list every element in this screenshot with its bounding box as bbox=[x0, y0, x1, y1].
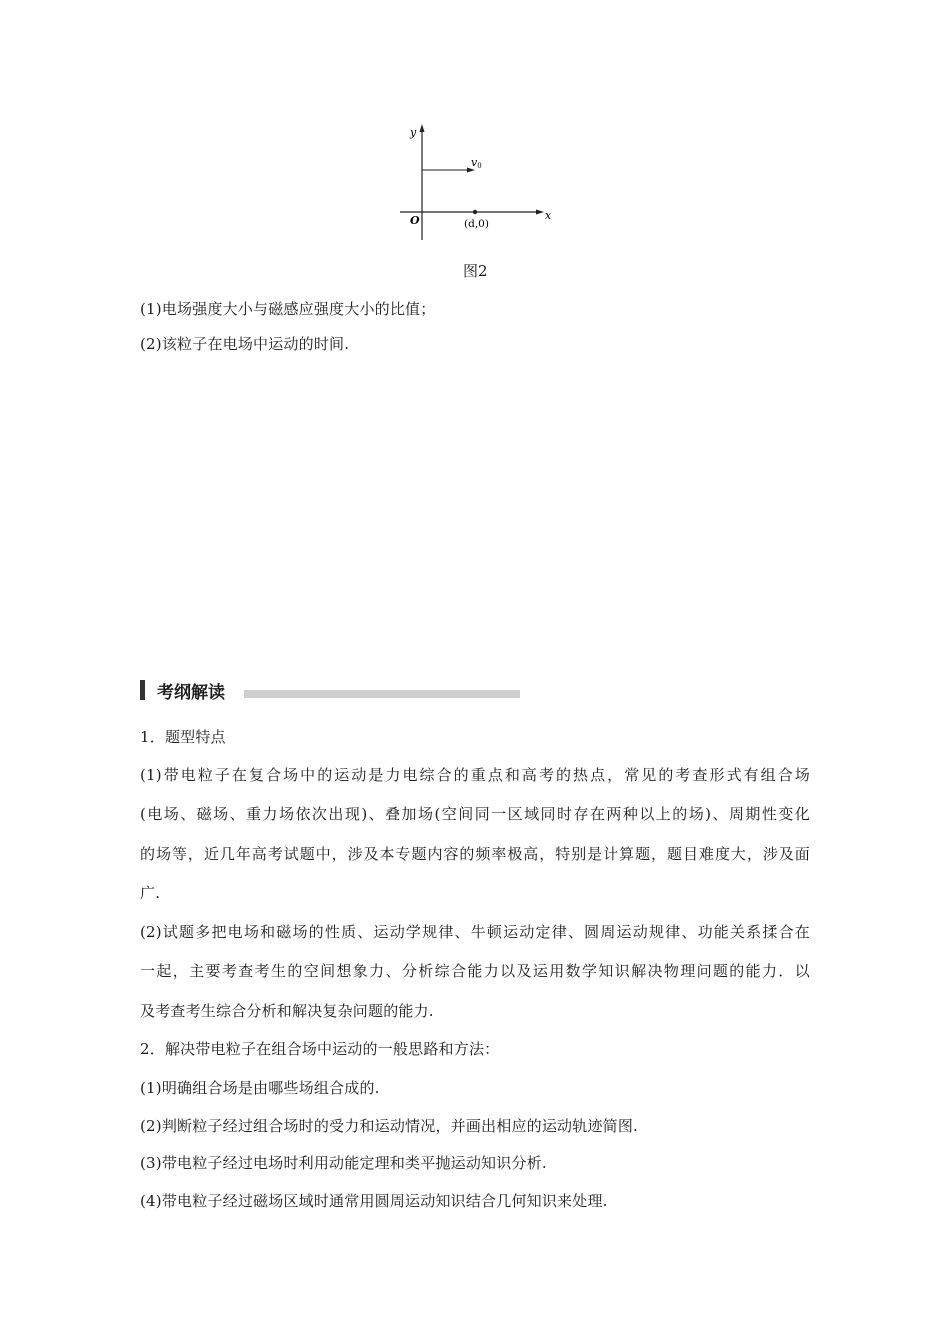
body-line: (4)带电粒子经过磁场区域时通常用圆周运动知识结合几何知识来处理. bbox=[140, 1192, 608, 1210]
body-line: 广. bbox=[140, 884, 161, 902]
heading-bar bbox=[140, 680, 145, 700]
y-axis-label: y bbox=[410, 126, 417, 139]
point-d bbox=[473, 210, 477, 214]
section-title: 考纲解读 bbox=[157, 683, 225, 703]
coordinate-diagram-svg bbox=[390, 118, 570, 248]
body-line: (电场、磁场、重力场依次出现)、叠加场(空间同一区域同时存在两种以上的场)、周期性变化 bbox=[140, 805, 810, 823]
heading-rule bbox=[244, 690, 520, 698]
body-line: 2．解决带电粒子在组合场中运动的一般思路和方法： bbox=[140, 1040, 500, 1058]
body-line: 及考查考生综合分析和解决复杂问题的能力. bbox=[140, 1002, 434, 1020]
question-1: (1)电场强度大小与磁感应强度大小的比值； bbox=[140, 300, 436, 318]
body-line: (2)判断粒子经过组合场时的受力和运动情况，并画出相应的运动轨迹简图. bbox=[140, 1117, 639, 1135]
body-line: (2)试题多把电场和磁场的性质、运动学规律、牛顿运动定律、圆周运动规律、功能关系揉合在 bbox=[140, 923, 810, 941]
body-line: (1)带电粒子在复合场中的运动是力电综合的重点和高考的热点，常见的考查形式有组合场 bbox=[140, 766, 810, 784]
body-line: 的场等，近几年高考试题中，涉及本专题内容的频率极高，特别是计算题，题目难度大，涉及面 bbox=[140, 845, 810, 863]
body-line: 一起，主要考查考生的空间想象力、分析综合能力以及运用数学知识解决物理问题的能力．以 bbox=[140, 962, 810, 980]
origin-label: O bbox=[410, 214, 420, 227]
section-heading bbox=[140, 678, 520, 704]
x-axis-arrow bbox=[536, 210, 544, 215]
y-axis-arrow bbox=[420, 124, 425, 132]
body-line: 1．题型特点 bbox=[140, 728, 226, 746]
x-axis-label: x bbox=[545, 209, 552, 222]
figure-caption: 图2 bbox=[463, 262, 488, 280]
body-line: (3)带电粒子经过电场时利用动能定理和类平抛运动知识分析. bbox=[140, 1154, 547, 1172]
question-2: (2)该粒子在电场中运动的时间. bbox=[140, 335, 350, 353]
point-label: (d,0) bbox=[464, 218, 489, 230]
velocity-label: v0 bbox=[471, 156, 482, 170]
body-line: (1)明确组合场是由哪些场组合成的. bbox=[140, 1079, 380, 1097]
figure-coordinate-diagram bbox=[390, 118, 570, 248]
